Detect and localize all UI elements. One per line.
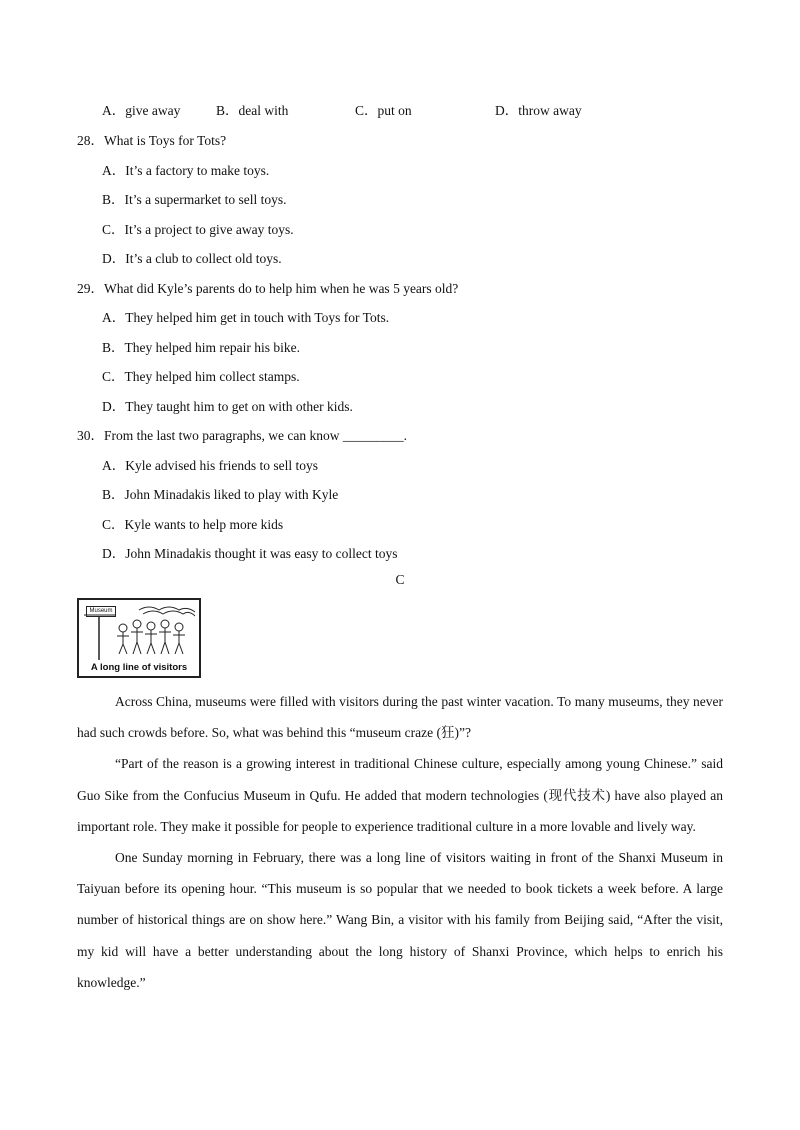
section-heading: C: [395, 572, 405, 587]
visitors-drawing: [79, 600, 199, 662]
q28-option-b: B．It’s a supermarket to sell toys.: [102, 192, 287, 207]
passage-paragraph-2: “Part of the reason is a growing interest in traditional Chinese culture, especially among young Chinese.” said Guo Sike from the Confucius Museum in Qufu. He added that modern technologies (现代技术) have also played an important role. They make it possible for people to experience traditional culture in a more lovable and lively way.: [77, 756, 723, 834]
q30-stem: 30．From the last two paragraphs, we can know _________.: [77, 428, 407, 443]
q27-option-b: B．deal with: [216, 103, 289, 118]
passage: [77, 686, 723, 998]
q29-option-b: B．They helped him repair his bike.: [102, 340, 300, 355]
q30-option-b: B．John Minadakis liked to play with Kyle: [102, 487, 339, 502]
q30-option-d: D．John Minadakis thought it was easy to collect toys: [102, 546, 398, 561]
museum-sign: Museum: [86, 606, 116, 617]
passage-paragraph-3: One Sunday morning in February, there was a long line of visitors waiting in front of the Shanxi Museum in Taiyuan before its opening hour. “This museum is so popular that we needed to book tickets a week before. A large number of historical things are on show here.” Wang Bin, a visitor with his family from Beijing said, “After the visit, my kid will have a better understanding about the long history of Shanxi Province, which helps to enrich his knowledge.”: [77, 850, 723, 990]
figure-caption: A long line of visitors: [90, 662, 188, 673]
museum-queue-illustration: [77, 598, 201, 678]
q28-stem: 28．What is Toys for Tots?: [77, 133, 227, 148]
q28-option-a: A．It’s a factory to make toys.: [102, 163, 270, 178]
q27-option-d: D．throw away: [495, 103, 582, 118]
q29-option-a: A．They helped him get in touch with Toys for Tots.: [102, 310, 390, 325]
q30-option-c: C．Kyle wants to help more kids: [102, 517, 284, 532]
passage-paragraph-1: Across China, museums were filled with visitors during the past winter vacation. To many museums, they never had such crowds before. So, what was behind this “museum craze (狂)”?: [77, 694, 723, 741]
q30-option-a: A．Kyle advised his friends to sell toys: [102, 458, 318, 473]
q29-stem: 29．What did Kyle’s parents do to help him when he was 5 years old?: [77, 281, 459, 296]
q29-option-d: D．They taught him to get on with other kids.: [102, 399, 353, 414]
q28-option-c: C．It’s a project to give away toys.: [102, 222, 294, 237]
q28-option-d: D．It’s a club to collect old toys.: [102, 251, 282, 266]
q27-option-a: A．give away: [102, 103, 181, 118]
q27-option-c: C．put on: [355, 103, 412, 118]
q29-option-c: C．They helped him collect stamps.: [102, 369, 300, 384]
